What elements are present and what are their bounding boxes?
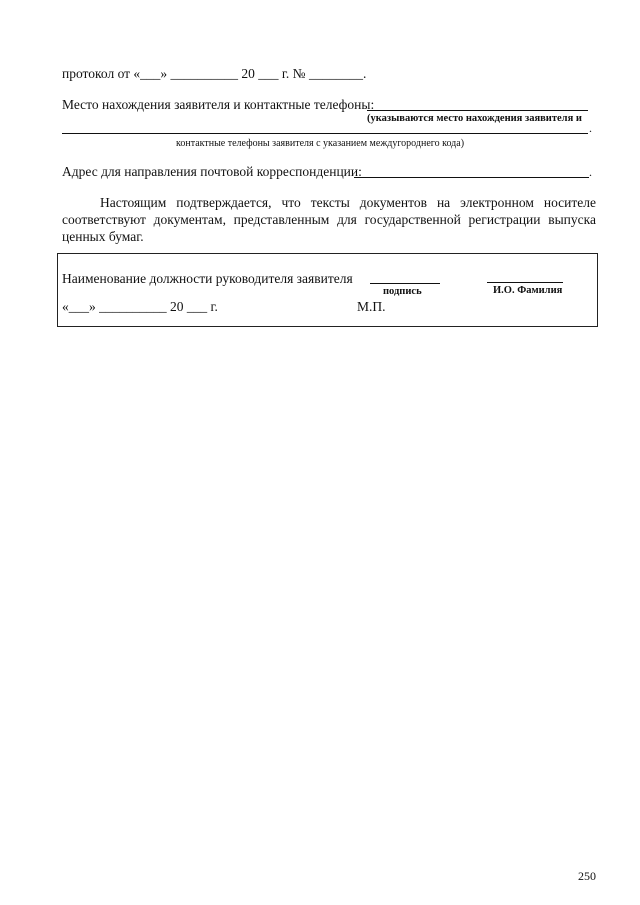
name-line	[487, 282, 563, 283]
page-number: 250	[578, 869, 596, 883]
address-underline	[354, 177, 589, 178]
location-underline-2	[62, 133, 588, 134]
signature-caption: подпись	[383, 286, 422, 297]
address-period: .	[589, 165, 592, 179]
name-caption: И.О. Фамилия	[493, 285, 563, 296]
protocol-line: протокол от «___» __________ 20 ___ г. № ________.	[62, 66, 367, 81]
location-label: Место нахождения заявителя и контактные телефоны:	[62, 97, 375, 112]
confirmation-paragraph: Настоящим подтверждается, что тексты документов на электронном носителе соответствуют документам, представленным для государственной регистрации выпуска ценных бумаг.	[62, 195, 596, 244]
location-period: .	[589, 121, 592, 135]
location-hint-1: (указываются место нахождения заявителя и	[367, 113, 582, 124]
stamp-label: М.П.	[357, 299, 386, 314]
location-hint-2: контактные телефоны заявителя с указанием междугороднего кода)	[176, 138, 465, 149]
signature-line	[370, 283, 440, 284]
signature-date-line: «___» __________ 20 ___ г.	[62, 299, 218, 314]
position-label: Наименование должности руководителя заявителя	[62, 271, 353, 286]
address-label: Адрес для направления почтовой корреспонденции:	[62, 164, 362, 179]
location-underline	[367, 110, 588, 111]
